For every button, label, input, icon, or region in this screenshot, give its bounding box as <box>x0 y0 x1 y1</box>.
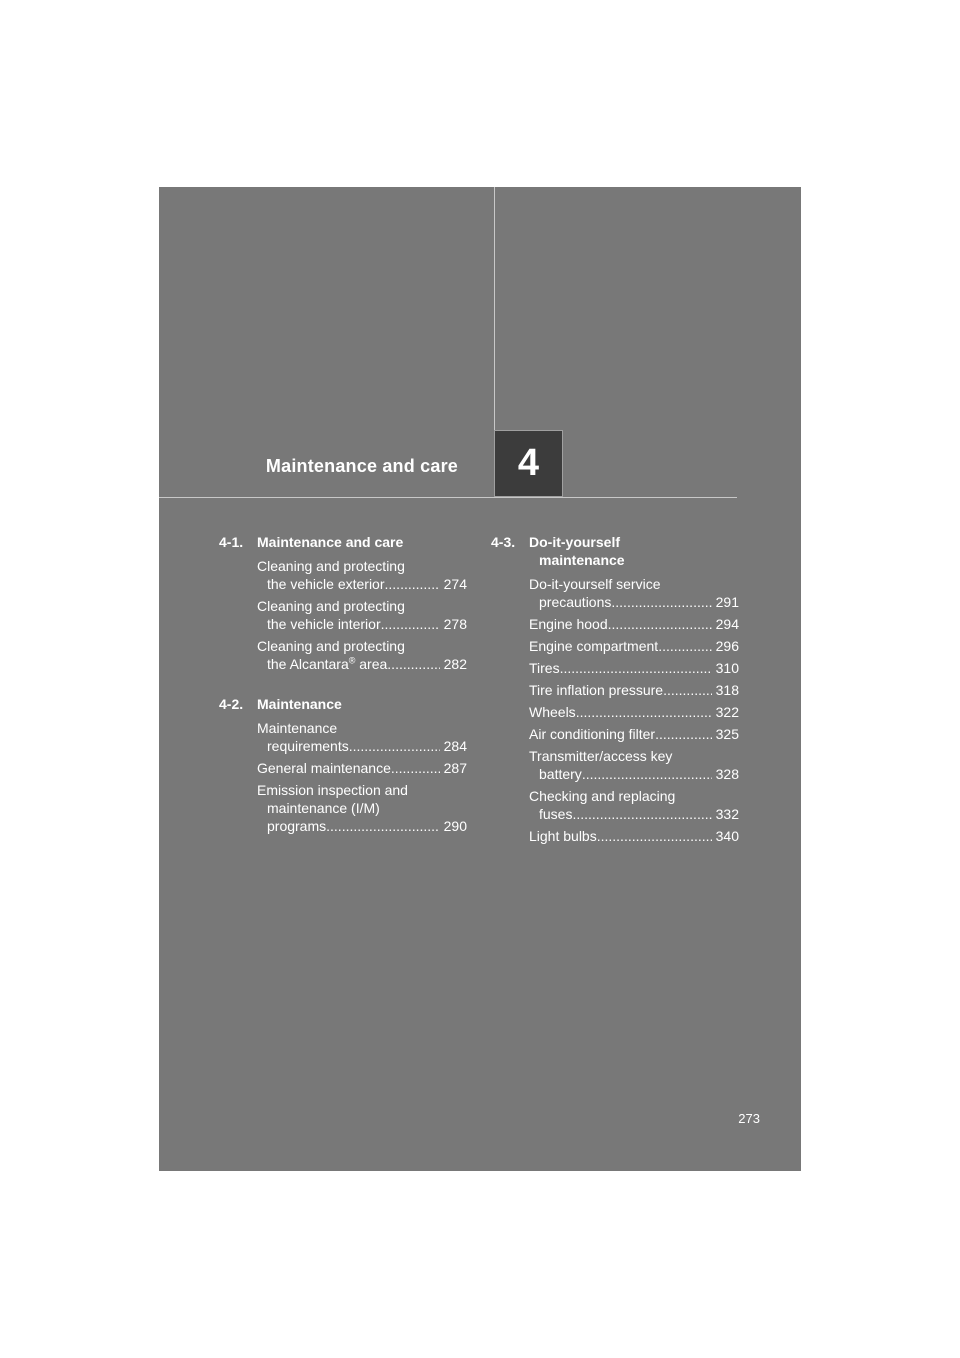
entry-page: 278 <box>443 616 467 632</box>
toc-entry[interactable] <box>529 637 739 655</box>
entry-text: Tire inflation pressure <box>529 682 664 698</box>
page-number: 273 <box>738 1111 760 1126</box>
entry-text: Wheels <box>529 704 576 720</box>
toc-left-column <box>219 533 467 857</box>
entry-page: 325 <box>715 726 739 742</box>
section-heading <box>219 533 467 551</box>
entry-page: 282 <box>443 656 467 672</box>
toc-entry[interactable] <box>257 759 467 777</box>
entry-text: Air conditioning filter <box>529 726 656 742</box>
entry-page: 322 <box>715 704 739 720</box>
entry-page: 294 <box>715 616 739 632</box>
section-number: 4-2. <box>219 696 244 712</box>
entry-text: Emission inspection and <box>257 782 408 798</box>
section-number: 4-3. <box>491 534 516 550</box>
section-title: Maintenance and care <box>257 534 404 550</box>
entry-text: programs <box>267 818 327 834</box>
entry-page: 328 <box>715 766 739 782</box>
toc-entry[interactable] <box>529 827 739 845</box>
entry-text: the vehicle interior <box>267 616 381 632</box>
entry-page: 284 <box>443 738 467 754</box>
entry-text: Engine compartment <box>529 638 659 654</box>
section-heading <box>219 695 467 713</box>
toc-entry[interactable] <box>529 703 739 721</box>
entry-text: Cleaning and protecting <box>257 598 405 614</box>
chapter-number-box <box>494 430 563 497</box>
toc-entry[interactable] <box>529 725 739 743</box>
toc-section-4-3 <box>491 533 739 845</box>
entry-text: Do-it-yourself service <box>529 576 661 592</box>
toc-entry[interactable] <box>529 615 739 633</box>
entry-text: precautions <box>539 594 612 610</box>
toc-entry[interactable] <box>257 557 467 593</box>
entry-text: requirements <box>267 738 349 754</box>
entry-page: 296 <box>715 638 739 654</box>
toc-entry[interactable] <box>257 781 467 835</box>
section-number: 4-1. <box>219 534 244 550</box>
entry-page: 318 <box>715 682 739 698</box>
entry-text: maintenance (I/M) <box>267 800 380 816</box>
vertical-rule <box>494 187 495 430</box>
entry-page: 340 <box>715 828 739 844</box>
toc-entry[interactable] <box>529 747 739 783</box>
entry-text: Checking and replacing <box>529 788 676 804</box>
entry-text: battery <box>539 766 582 782</box>
section-title: Maintenance <box>257 696 342 712</box>
entry-text: fuses <box>539 806 573 822</box>
toc-section-4-2 <box>219 695 467 835</box>
chapter-title: Maintenance and care <box>265 456 458 476</box>
entry-text: Cleaning and protecting <box>257 638 405 654</box>
toc-entry[interactable] <box>529 659 739 677</box>
toc-right-column <box>491 533 739 867</box>
entry-text: Cleaning and protecting <box>257 558 405 574</box>
entry-page: 287 <box>443 760 467 776</box>
entry-text: Light bulbs <box>529 828 597 844</box>
chapter-number: 4 <box>517 442 540 484</box>
entry-page: 290 <box>443 818 467 834</box>
entry-page: 274 <box>443 576 467 592</box>
entry-text: Maintenance <box>257 720 338 736</box>
entry-text: Transmitter/access key <box>529 748 673 764</box>
toc-entry[interactable] <box>529 681 739 699</box>
section-heading <box>491 533 739 569</box>
registered-mark: ® <box>348 655 356 666</box>
toc-entry[interactable] <box>257 719 467 755</box>
section-title: Do-it-yourself maintenance <box>529 534 625 568</box>
toc-entry[interactable] <box>529 787 739 823</box>
horizontal-rule <box>159 497 737 498</box>
toc-entry[interactable] <box>529 575 739 611</box>
entry-text: General maintenance <box>257 760 391 776</box>
toc-entry[interactable] <box>257 637 467 673</box>
entry-page: 332 <box>715 806 739 822</box>
toc-entry[interactable] <box>257 597 467 633</box>
entry-page: 291 <box>715 594 739 610</box>
toc-section-4-1 <box>219 533 467 673</box>
entry-text: the Alcantara® area <box>267 655 388 672</box>
entry-text: Tires <box>529 660 560 676</box>
entry-page: 310 <box>715 660 739 676</box>
entry-text: Engine hood <box>529 616 608 632</box>
entry-text: the vehicle exterior <box>267 576 385 592</box>
